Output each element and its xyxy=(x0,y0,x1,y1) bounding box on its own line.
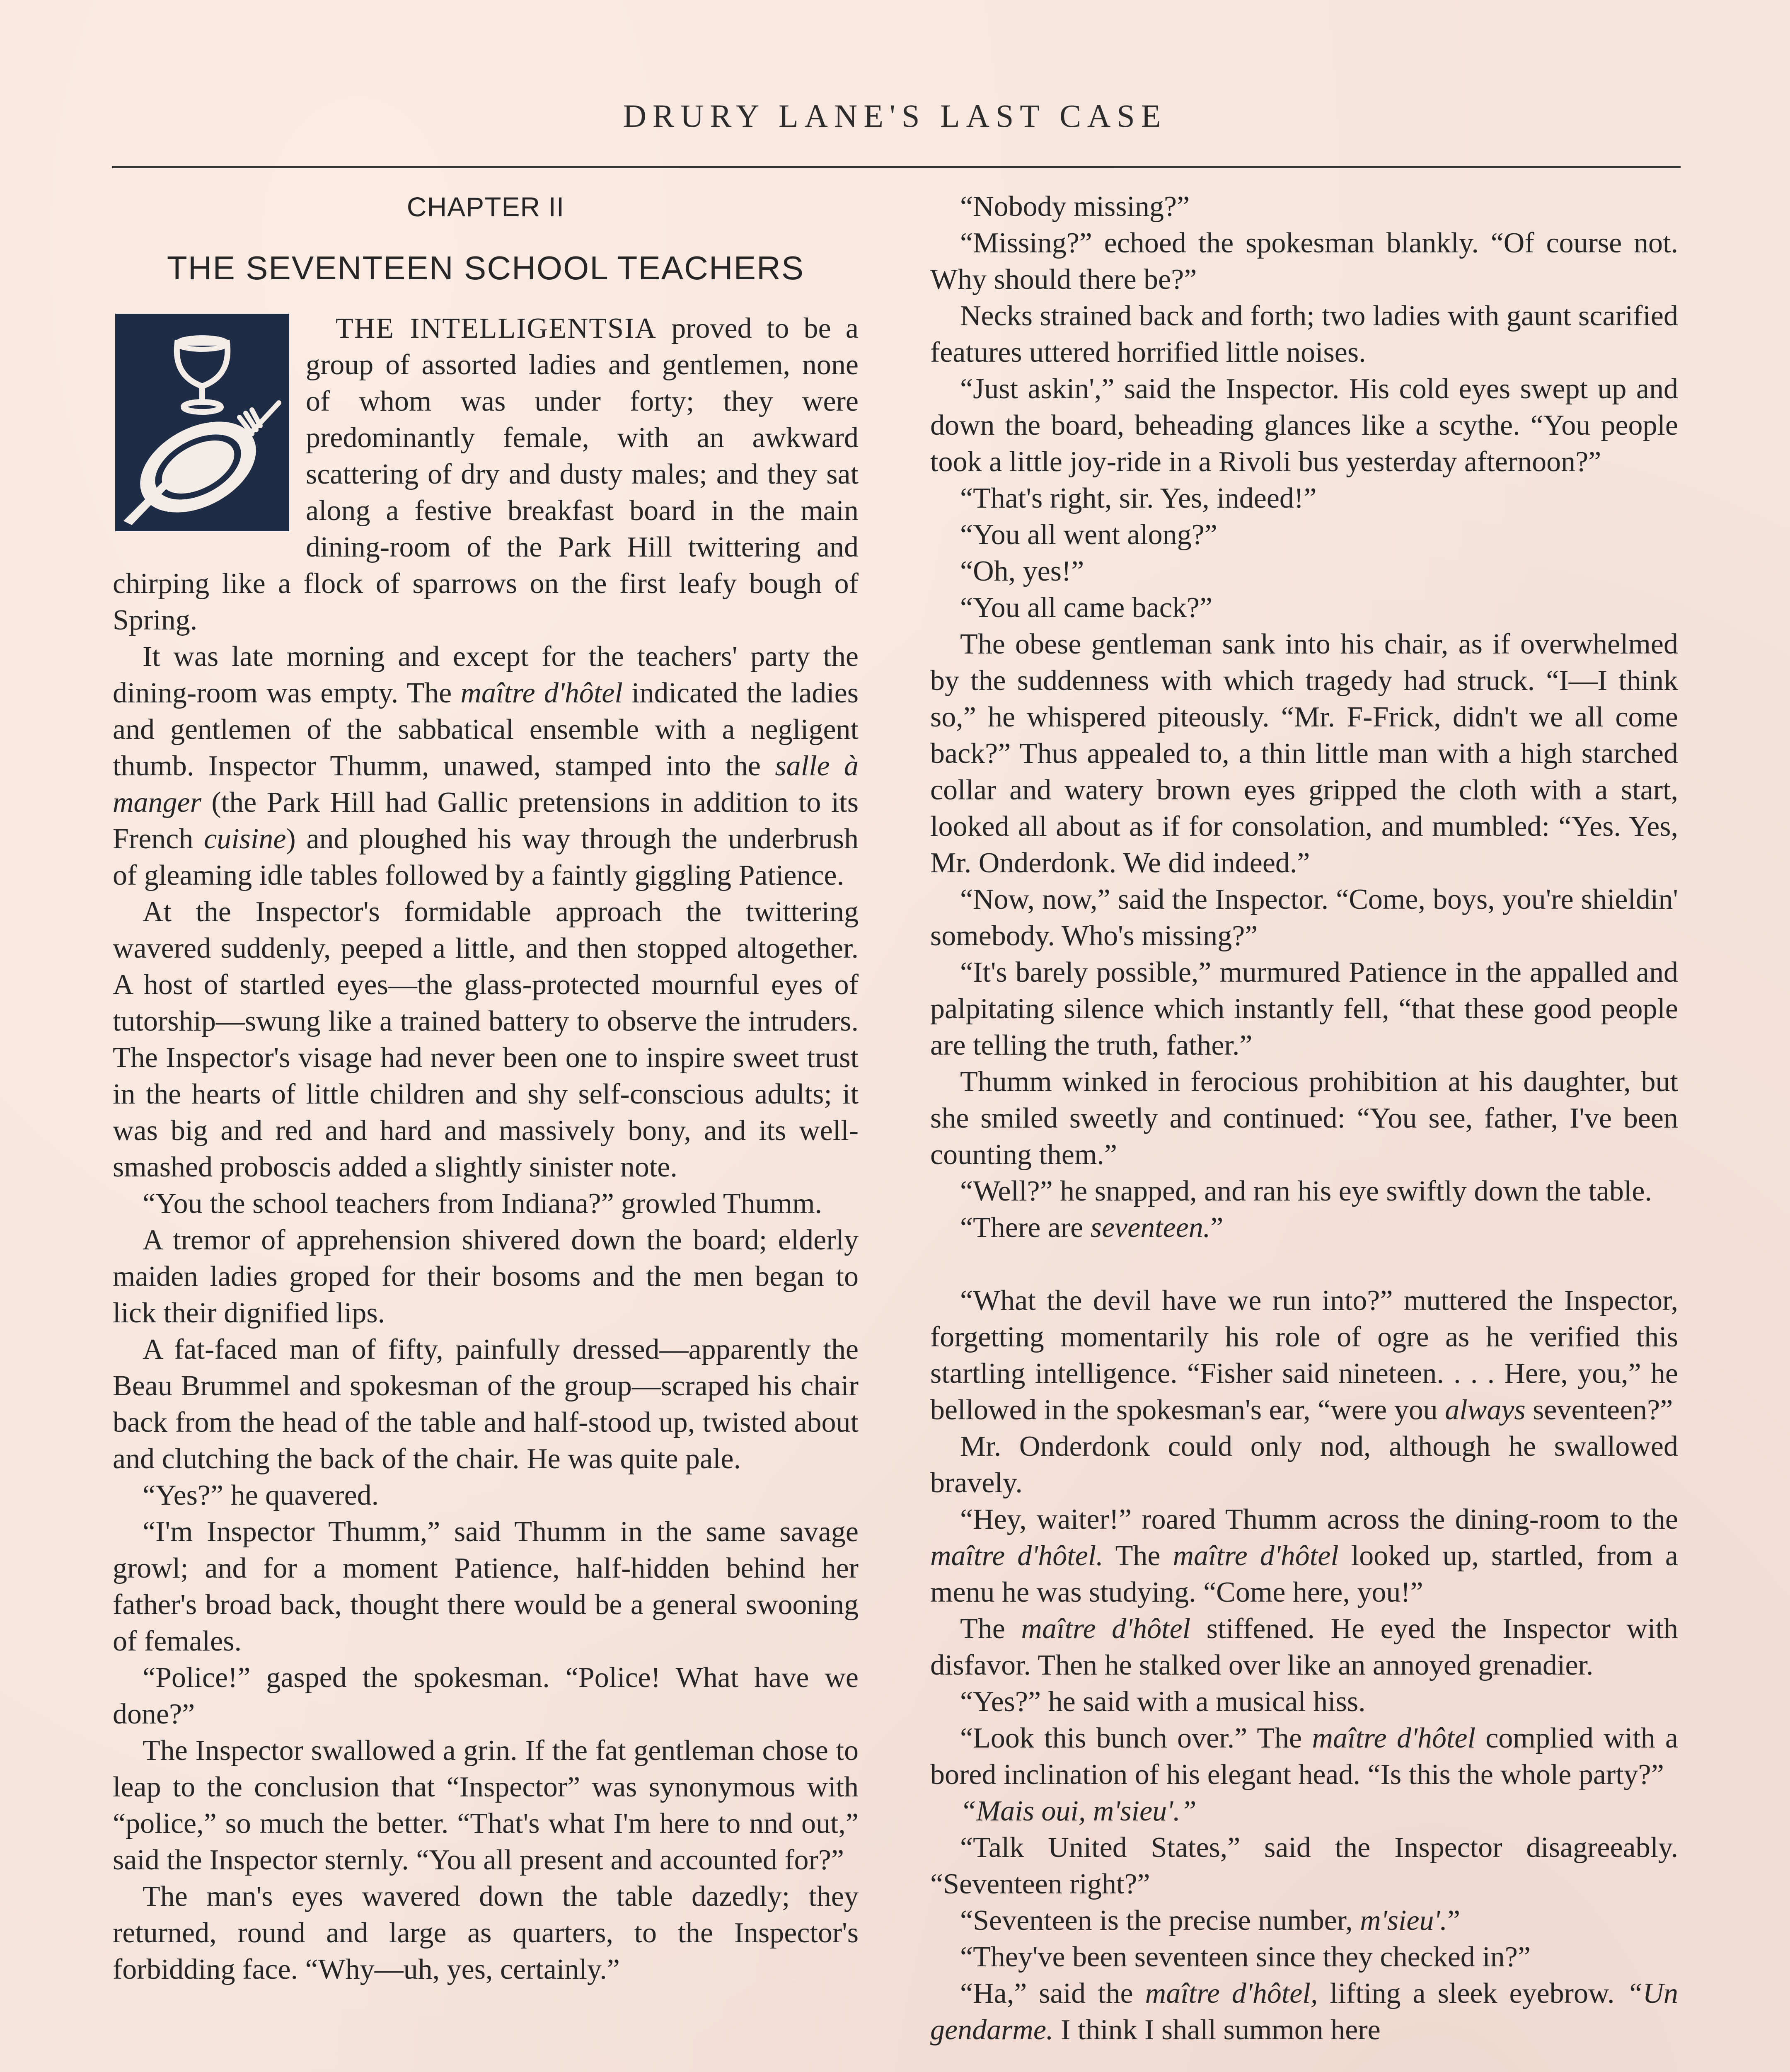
paragraph: “Police!” gasped the spokesman. “Police! What have we done?” xyxy=(113,1662,859,1730)
paragraph: The obese gentleman sank into his chair, as if overwhelmed by the suddenness with which tragedy had struck. “I—I think so,” he whispered piteously. “Mr. F-Frick, didn't we all come back?” Thus appealed to, a thin little man with a high starched collar and watery brown eyes gripped the cloth with a start, looked all about as if for consolation, and mumbled: “Yes. Yes, Mr. Onderdonk. We did indeed.” xyxy=(930,628,1678,879)
paragraph: The maître d'hôtel stiffened. He eyed the Inspector with disfavor. Then he stalked over like an annoyed grenadier. xyxy=(930,1613,1678,1681)
paragraph: “Missing?” echoed the spokesman blankly. “Of course not. Why should there be?” xyxy=(930,227,1678,295)
section-break xyxy=(930,1246,1678,1283)
paragraph: Mr. Onderdonk could only nod, although he swallowed bravely. xyxy=(930,1431,1678,1499)
paragraph: “Yes?” he quavered. xyxy=(143,1479,379,1511)
chapter-label: CHAPTER II xyxy=(406,191,565,222)
header-rule xyxy=(112,166,1681,168)
paragraph: “Ha,” said the maître d'hôtel, lifting a sleek eyebrow. “Un gendarme. I think I shall summon here xyxy=(930,1978,1678,2046)
paragraph: “Now, now,” said the Inspector. “Come, boys, you're shieldin' somebody. Who's missing?” xyxy=(930,884,1678,952)
paragraph: At the Inspector's formidable approach the twittering wavered suddenly, peeped a little, and then stopped altogether. A host of startled eyes—the glass-protected mournful eyes of tutorship—swung like a trained battery to observe the intruders. The Inspector's visage had never been one to inspire sweet trust in the hearts of little children and shy self-conscious adults; it was big and red and hard and massively bony, and its well-smashed proboscis added a slightly sinister note. xyxy=(113,896,859,1183)
paragraph: The man's eyes wavered down the table dazedly; they returned, round and large as quarters, to the Inspector's forbidding face. “Why—uh, yes, certainly.” xyxy=(113,1881,859,1985)
paragraph: A tremor of apprehension shivered down the board; elderly maiden ladies groped for their bosoms and the men began to lick their dignified lips. xyxy=(113,1224,859,1329)
paragraph: “Mais oui, m'sieu'.” xyxy=(960,1795,1197,1827)
paragraph: It was late morning and except for the teachers' party the dining-room was empty. The maître d'hôtel indicated the ladies and gentlemen of the sabbatical ensemble with a negligent thumb. Inspector Thumm, unawed, stamped into the salle à manger (the Park Hill had Gallic pretensions in addition to its French cuisine) and ploughed his way through the underbrush of gleaming idle tables followed by a faintly giggling Patience. xyxy=(113,641,859,891)
left-column xyxy=(113,189,859,1988)
paragraph: “What the devil have we run into?” muttered the Inspector, forgetting momentarily his role of ogre as he verified this startling intelligence. “Fisher said nineteen. . . . Here, you,” he bellowed in the spokesman's ear, “were you always seventeen?” xyxy=(930,1285,1678,1426)
chapter-title: THE SEVENTEEN SCHOOL TEACHERS xyxy=(167,249,805,286)
paragraph: “Oh, yes!” xyxy=(960,555,1084,587)
paragraph: “Just askin',” said the Inspector. His cold eyes swept up and down the board, beheading glances like a scythe. “You people took a little joy-ride in a Rivoli bus yesterday afternoon?” xyxy=(930,373,1678,478)
paragraph: “That's right, sir. Yes, indeed!” xyxy=(960,482,1317,514)
paragraph: “Talk United States,” said the Inspector disagreeably. “Seventeen right?” xyxy=(930,1832,1678,1900)
paragraph: “Hey, waiter!” roared Thumm across the dining-room to the maître d'hôtel. The maître d'hôtel looked up, startled, from a menu he was studying. “Come here, you!” xyxy=(930,1503,1678,1608)
paragraph: “You all came back?” xyxy=(960,592,1213,624)
paragraph: “Yes?” he said with a musical hiss. xyxy=(960,1686,1366,1718)
running-head: DRURY LANE'S LAST CASE xyxy=(623,98,1167,134)
right-column xyxy=(930,189,1678,2048)
paragraph: “Seventeen is the precise number, m'sieu'.” xyxy=(960,1905,1461,1936)
paragraph: “It's barely possible,” murmured Patience in the appalled and palpitating silence which instantly fell, “that these good people are telling the truth, father.” xyxy=(930,956,1678,1061)
paragraph: Thumm winked in ferocious prohibition at his daughter, but she smiled sweetly and continued: “You see, father, I've been counting them.” xyxy=(930,1066,1678,1171)
paragraph: “You the school teachers from Indiana?” growled Thumm. xyxy=(143,1188,822,1220)
paragraph: A fat-faced man of fifty, painfully dressed—apparently the Beau Brummel and spokesman of the group—scraped his chair back from the head of the table and half-stood up, twisted about and clutching the back of the chair. He was quite pale. xyxy=(113,1334,859,1475)
paragraph: “I'm Inspector Thumm,” said Thumm in the same savage growl; and for a moment Patience, half-hidden behind her father's broad back, thought there would be a general swooning of females. xyxy=(113,1516,859,1657)
place-setting-icon xyxy=(115,314,289,531)
paragraph: “Well?” he snapped, and ran his eye swiftly down the table. xyxy=(960,1175,1652,1207)
paragraph: “Nobody missing?” xyxy=(960,191,1190,223)
paragraph: “They've been seventeen since they checked in?” xyxy=(960,1941,1531,1973)
paragraph: “Look this bunch over.” The maître d'hôtel complied with a bored inclination of his elegant head. “Is this the whole party?” xyxy=(930,1722,1678,1791)
paragraph: “You all went along?” xyxy=(960,519,1217,551)
paragraph: Necks strained back and forth; two ladies with gaunt scarified features uttered horrified little noises. xyxy=(930,300,1678,368)
paragraph: The Inspector swallowed a grin. If the fat gentleman chose to leap to the conclusion that “Inspector” was synonymous with “police,” so much the better. “That's what I'm here to nnd out,” said the Inspector sternly. “You all present and accounted for?” xyxy=(113,1735,859,1876)
paragraph: THE INTELLIGENTSIA proved to be a group of assorted ladies and gentlemen, none of whom was under forty; they were predominantly female, with an awkward scattering of dry and dusty males; and they sat along a festive breakfast board in the main dining-room of the Park Hill twittering and chirping like a flock of sparrows on the first leafy bough of Spring. xyxy=(113,312,859,636)
paragraph: “There are seventeen.” xyxy=(960,1212,1224,1244)
